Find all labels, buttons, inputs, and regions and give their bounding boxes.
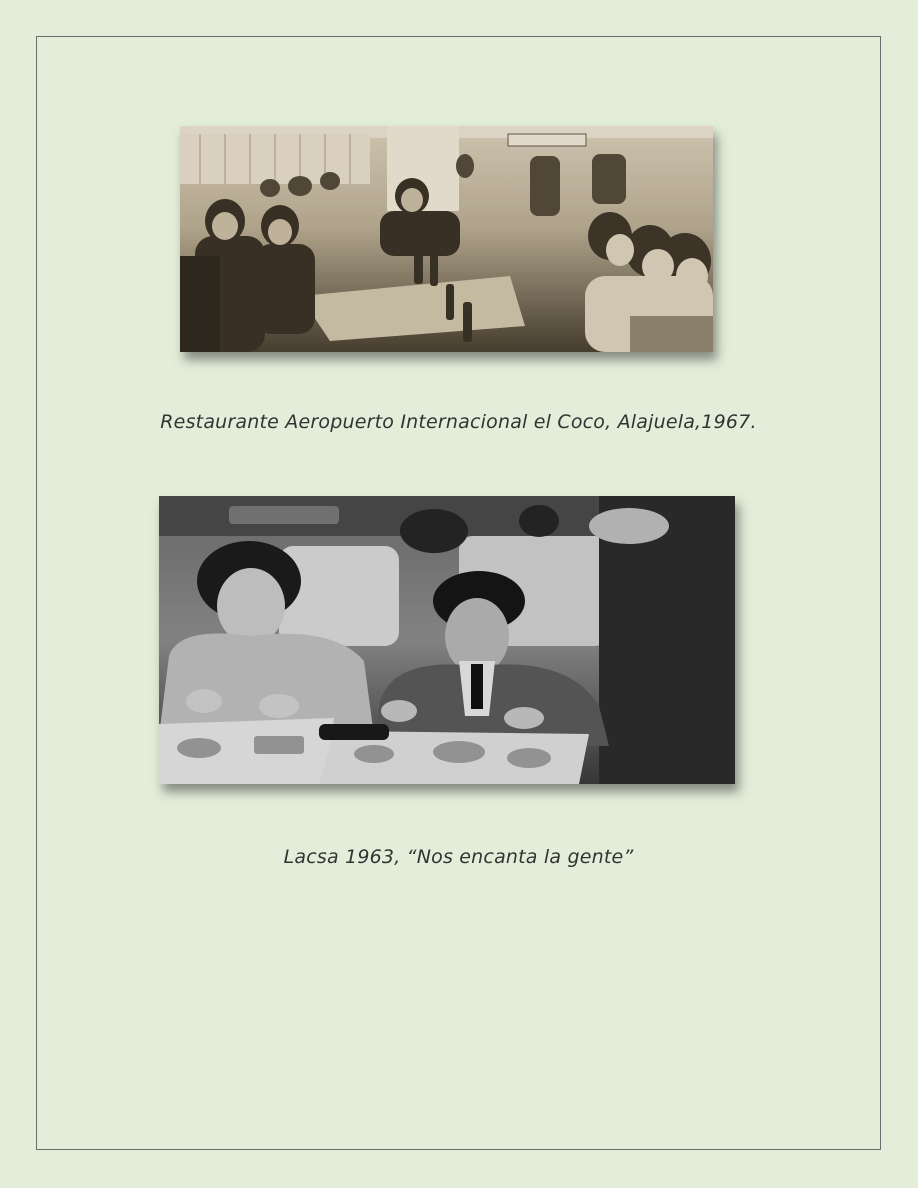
- caption-lacsa: Lacsa 1963, “Nos encanta la gente”: [283, 846, 634, 868]
- caption-restaurant: Restaurante Aeropuerto Internacional el Coco, Alajuela,1967.: [160, 411, 757, 433]
- restaurant-photo: [180, 126, 713, 352]
- inflight-meal-photo: [159, 496, 735, 784]
